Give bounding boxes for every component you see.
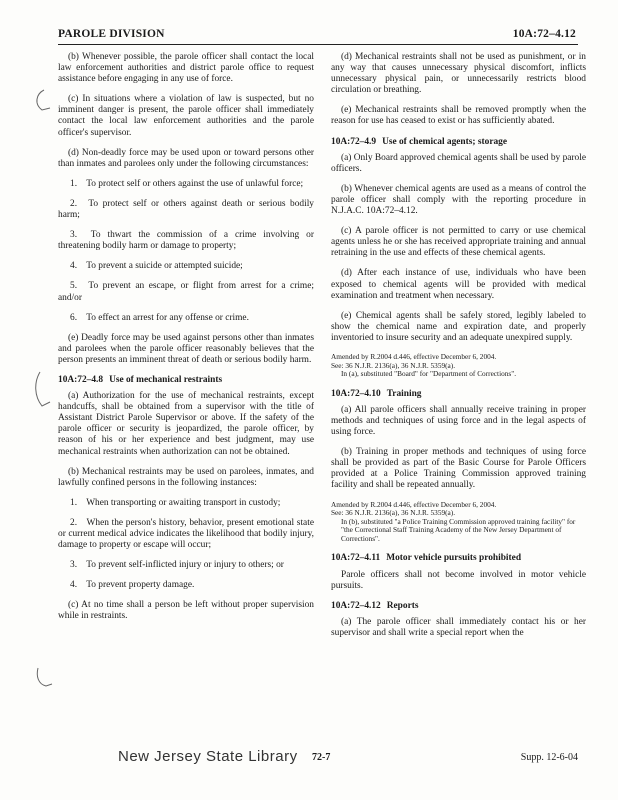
list-item: 2. When the person's history, behavior, present emotional state or current medical advice indicates the likelihood that bodily injury, damage to property or escape will occur;: [58, 517, 314, 551]
list-item: 1. When transporting or awaiting transport in custody;: [70, 497, 281, 508]
paragraph: (c) A parole officer is not permitted to carry or use chemical agents unless he or she has received appropriate training and annual retraining in the use and effects of these chemical agents.: [331, 226, 586, 259]
margin-mark: [32, 666, 54, 690]
list-item: 5. To prevent an escape, or flight from arrest for a crime; and/or: [58, 281, 314, 303]
list-item: 4. To prevent property damage.: [70, 580, 195, 591]
paragraph: (e) Mechanical restraints shall be removed promptly when the reason for use has ceased to exist or has sufficiently abated.: [331, 105, 586, 127]
paragraph: (b) Whenever possible, the parole officer shall contact the local law enforcement authorities and district parole office to request assistance before engaging in any use of force.: [58, 52, 314, 85]
supplement-date: Supp. 12-6-04: [520, 752, 578, 763]
paragraph: (d) Mechanical restraints shall not be used as punishment, or in any way that causes unnecessary physical discomfort, inflicts unnecessary physical pain, or unnecessarily restricts blood circulation or breathing.: [331, 52, 586, 96]
amendment-note: Amended by R.2004 d.446, effective December 6, 2004. See: 36 N.J.R. 2136(a), 36 N.J.R. 5359(a). In (a), substituted "Board" for "Department of Corrections".: [331, 351, 517, 379]
amendment-note: Amended by R.2004 d.446, effective December 6, 2004. See: 36 N.J.R. 2136(a), 36 N.J.R. 5359(a). In (b), substituted "a Police Training Commission approved training facility" for "the Correctional Staff Training Academy of the New Jersey Department of Corrections".: [331, 499, 576, 543]
margin-mark: [30, 88, 52, 114]
paragraph: (b) Mechanical restraints may be used on parolees, inmates, and lawfully confined persons in the following instances:: [58, 466, 314, 488]
list-item: 3. To prevent self-inflicted injury or injury to others; or: [70, 560, 284, 571]
paragraph: (a) Only Board approved chemical agents shall be used by parole officers.: [331, 152, 586, 174]
running-header-title: PAROLE DIVISION: [58, 28, 165, 40]
paragraph: (d) Non-deadly force may be used upon or toward persons other than inmates and parolees only under the following circumstances:: [58, 147, 314, 169]
paragraph: (a) The parole officer shall immediately contact his or her supervisor and shall write a special report when the: [331, 616, 586, 638]
left-column: [58, 52, 314, 632]
list-item: 3. To thwart the commission of a crime involving or threatening bodily harm or damage to property;: [58, 230, 314, 252]
paragraph: (b) Whenever chemical agents are used as a means of control the parole officer shall comply with the reporting procedure in N.J.A.C. 10A:72–4.12.: [331, 183, 586, 217]
paragraph: (a) Authorization for the use of mechanical restraints, except handcuffs, shall be obtained from a supervisor with the title of Assistant District Parole Supervisor or above. If the safety of the parole officer or security is jeopardized, the parole officer, by reason of his or her experience and best judgment, may use mechanical restraints when authorization can not be obtained.: [58, 391, 314, 457]
list-item: 4. To prevent a suicide or attempted suicide;: [70, 261, 243, 272]
paragraph: (b) Training in proper methods and techniques of using force shall be provided as part of the Basic Course for Parole Officers provided at a Police Training Commission approved training facility and shall be repeated annually.: [331, 447, 586, 491]
paragraph: (d) After each instance of use, individuals who have been exposed to chemical agents will be provided with medical examination and treatment when necessary.: [331, 268, 586, 301]
paragraph: Parole officers shall not become involved in motor vehicle pursuits.: [331, 569, 586, 591]
section-heading: 10A:72–4.8 Use of mechanical restraints: [58, 374, 223, 385]
paragraph: (a) All parole officers shall annually receive training in proper methods and techniques of using force and in the legal aspects of using force.: [331, 404, 586, 438]
running-header-section: 10A:72–4.12: [512, 28, 576, 40]
list-item: 6. To effect an arrest for any offense or crime.: [70, 312, 249, 323]
section-heading: 10A:72–4.12 Reports: [331, 600, 419, 611]
paragraph: (e) Chemical agents shall be safely stored, legibly labeled to show the chemical name and expiration date, and properly inventoried to insure security and an adequate unexpired supply.: [331, 310, 586, 343]
paragraph: (c) In situations where a violation of law is suspected, but no imminent danger is present, the parole officer shall immediately contact the local law enforcement authorities and the parole officer's supervisor.: [58, 94, 314, 138]
list-item: 1. To protect self or others against the use of unlawful force;: [70, 178, 304, 189]
margin-mark: [32, 370, 54, 410]
section-heading: 10A:72–4.10 Training: [331, 388, 422, 399]
right-column: [331, 52, 586, 648]
header-rule: [58, 44, 578, 45]
library-watermark: New Jersey State Library: [118, 748, 298, 765]
section-heading: 10A:72–4.9 Use of chemical agents; storage: [331, 136, 508, 147]
page-number: 72-7: [312, 752, 331, 763]
section-heading: 10A:72–4.11 Motor vehicle pursuits prohibited: [331, 553, 522, 564]
paragraph: (e) Deadly force may be used against persons other than inmates and parolees when the parole officer reasonably believes that the person presents an imminent threat of death or serious bodily harm.: [58, 332, 314, 365]
list-item: 2. To protect self or others against death or serious bodily harm;: [58, 198, 314, 221]
paragraph: (c) At no time shall a person be left without proper supervision while in restraints.: [58, 600, 314, 622]
